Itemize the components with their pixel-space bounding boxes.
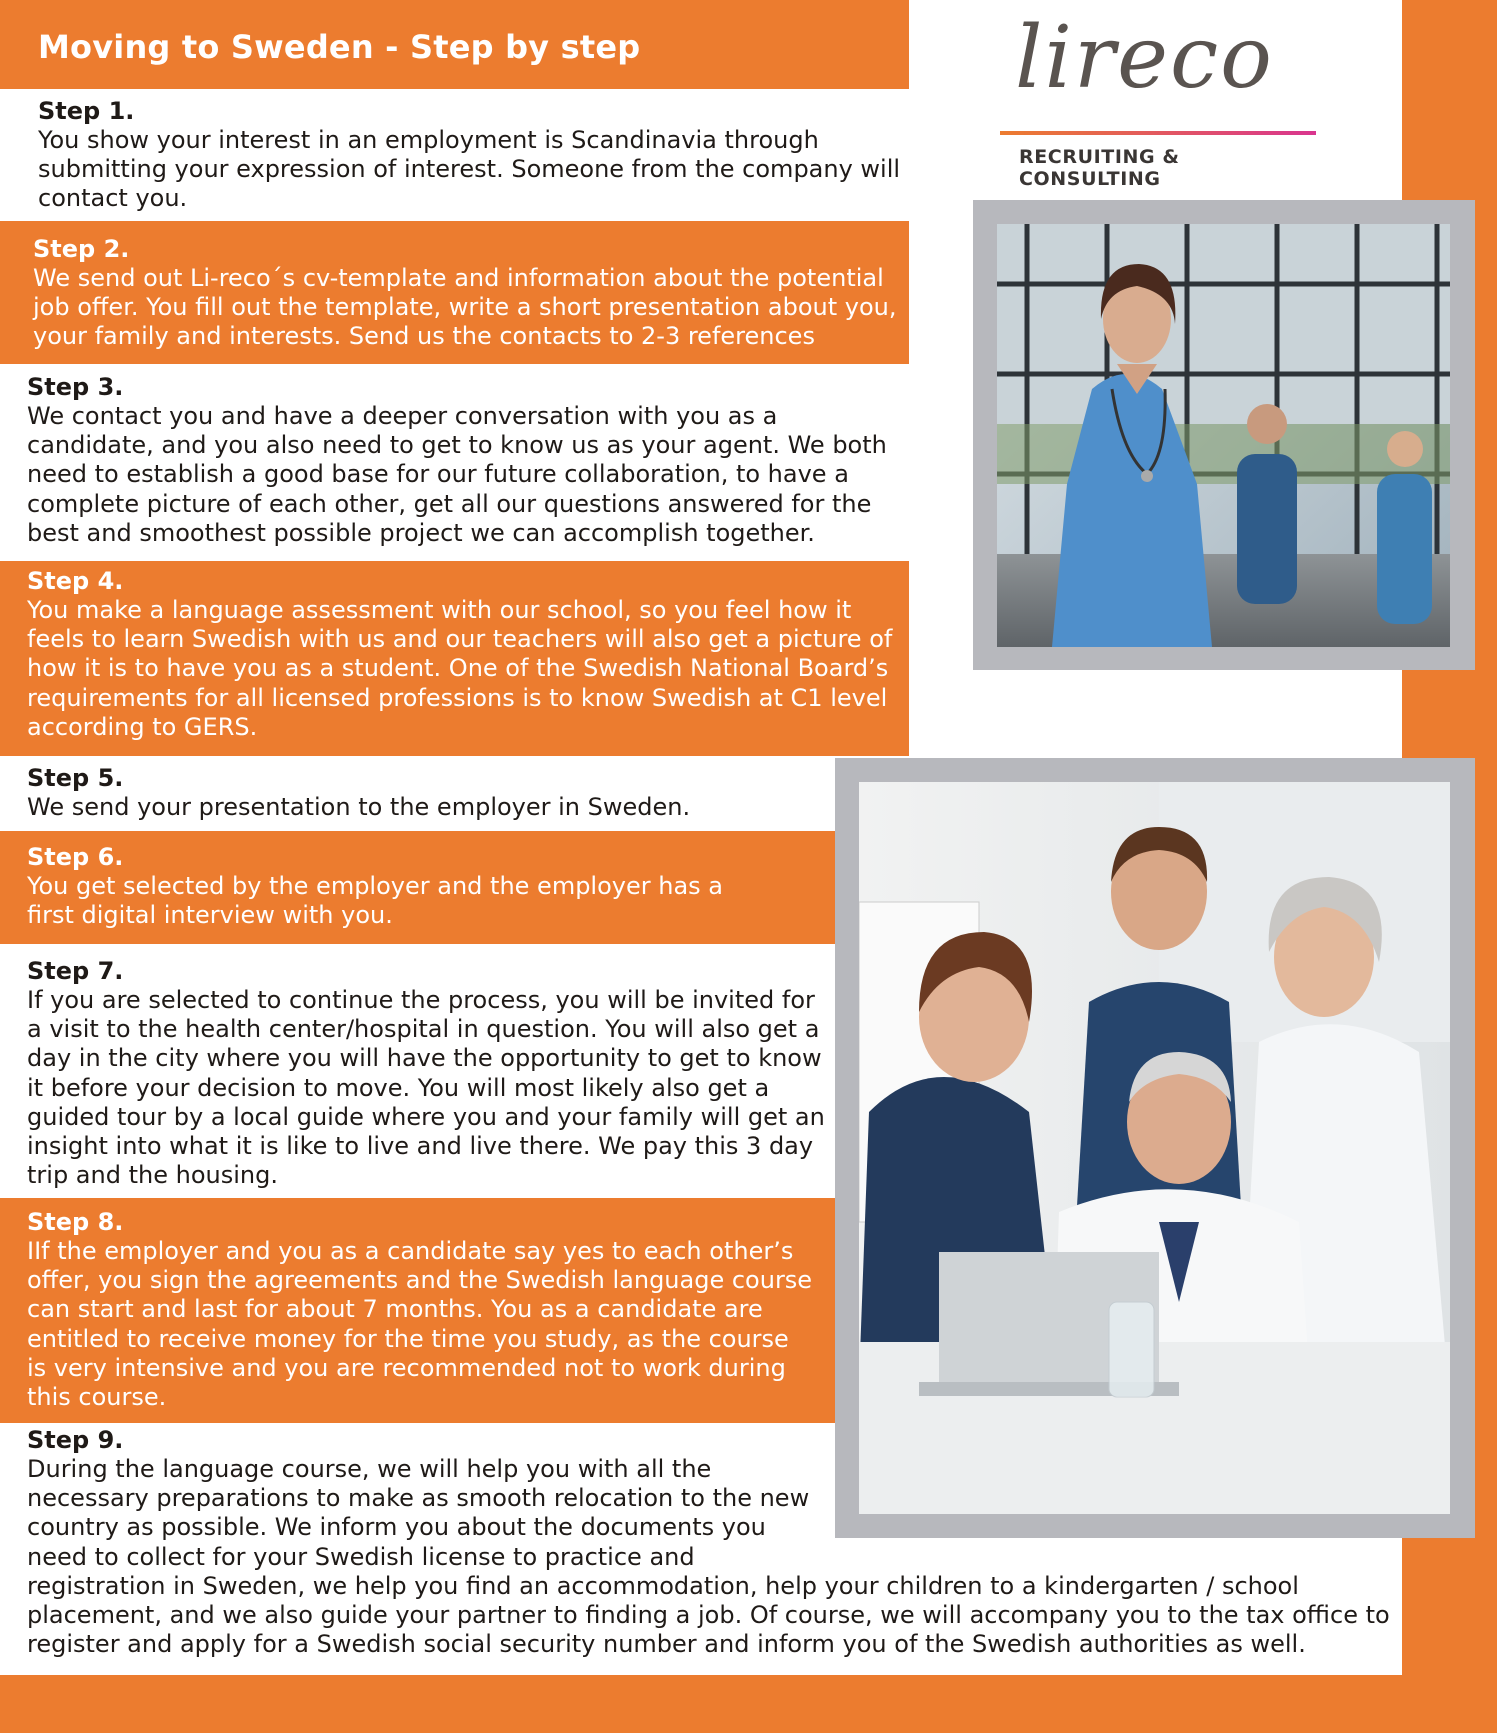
photo-frame-team <box>835 758 1475 1538</box>
step-title: Step 2. <box>33 235 130 263</box>
logo-underline <box>1000 131 1316 135</box>
step-text: We contact you and have a deeper conversation with you as a candidate, and you also need to get to know us as your agent. We both need to establish a good base for our future collaboration, to have a complete picture of each other, get all our questions answered for the best and smoothest possible project we can accomplish together. <box>27 402 887 547</box>
nurse-photo <box>997 224 1450 647</box>
page-title: Moving to Sweden - Step by step <box>38 28 641 66</box>
step-text: IIf the employer and you as a candidate say yes to each other’s offer, you sign the agreements and the Swedish language course can start and last for about 7 months. You as a candidate are entitled to receive money for the time you study, as the course is very intensive and you are recommended not to work during this course. <box>27 1237 813 1412</box>
nurse-illustration <box>997 224 1450 647</box>
step-7 <box>0 957 835 1190</box>
step-title: Step 5. <box>27 764 124 792</box>
step-title: Step 9. <box>27 1426 124 1454</box>
logo-tagline: RECRUITING & CONSULTING <box>1019 146 1180 190</box>
step-text: During the language course, we will help you with all the necessary preparations to make as smooth relocation to the new country as possible. We inform you about the documents you need to collect for your Swedish license to practice and registration in Sweden, we help you find an accommodation, help your children to a kindergarten / school placement, and we also guide your partner to finding a job. Of course, we will accompany you to the tax office to register and apply for a Swedish social security number and inform you of the Swedish authorities as well. <box>27 1455 1390 1659</box>
step-4 <box>0 561 909 756</box>
step-2 <box>0 221 909 364</box>
step-text: We send out Li-reco´s cv-template and information about the potential job offer. You fill out the template, write a short presentation about you, your family and interests. Send us the contacts to 2-3 references <box>33 264 897 351</box>
step-title: Step 7. <box>27 957 124 985</box>
step-title: Step 8. <box>27 1208 124 1236</box>
step-1 <box>0 97 909 214</box>
step-title: Step 6. <box>27 843 124 871</box>
step-8 <box>0 1198 835 1423</box>
bottom-orange-band <box>0 1675 1497 1733</box>
step-5 <box>0 764 835 822</box>
medical-team-photo <box>859 782 1450 1514</box>
step-text: You show your interest in an employment is Scandinavia through submitting your expression of interest. Someone from the company will contact you. <box>38 126 901 213</box>
step-text: If you are selected to continue the process, you will be invited for a visit to the health center/hospital in question. You will also get a day in the city where you will have the opportunity to get to know it before your decision to move. You will most likely also get a guided tour by a local guide where you and your family will get an insight into what it is like to live and live there. We pay this 3 day trip and the housing. <box>27 986 825 1190</box>
step-text: You get selected by the employer and the employer has a first digital interview with you. <box>27 872 723 930</box>
lireco-logo <box>995 8 1325 190</box>
step-title: Step 4. <box>27 567 124 595</box>
step-3 <box>0 373 909 548</box>
photo-frame-nurse <box>973 200 1475 670</box>
title-bar <box>0 0 909 89</box>
medical-team-illustration <box>859 782 1450 1514</box>
step-6 <box>0 831 835 944</box>
step-text: You make a language assessment with our school, so you feel how it feels to learn Swedish with us and our teachers will also get a picture of how it is to have you as a student. One of the Swedish National Board’s requirements for all licensed professions is to know Swedish at C1 level according to GERS. <box>27 596 893 741</box>
logo-wordmark: lireco <box>1015 8 1274 108</box>
step-title: Step 1. <box>38 97 135 125</box>
step-text: We send your presentation to the employer in Sweden. <box>27 793 691 821</box>
step-title: Step 3. <box>27 373 124 401</box>
